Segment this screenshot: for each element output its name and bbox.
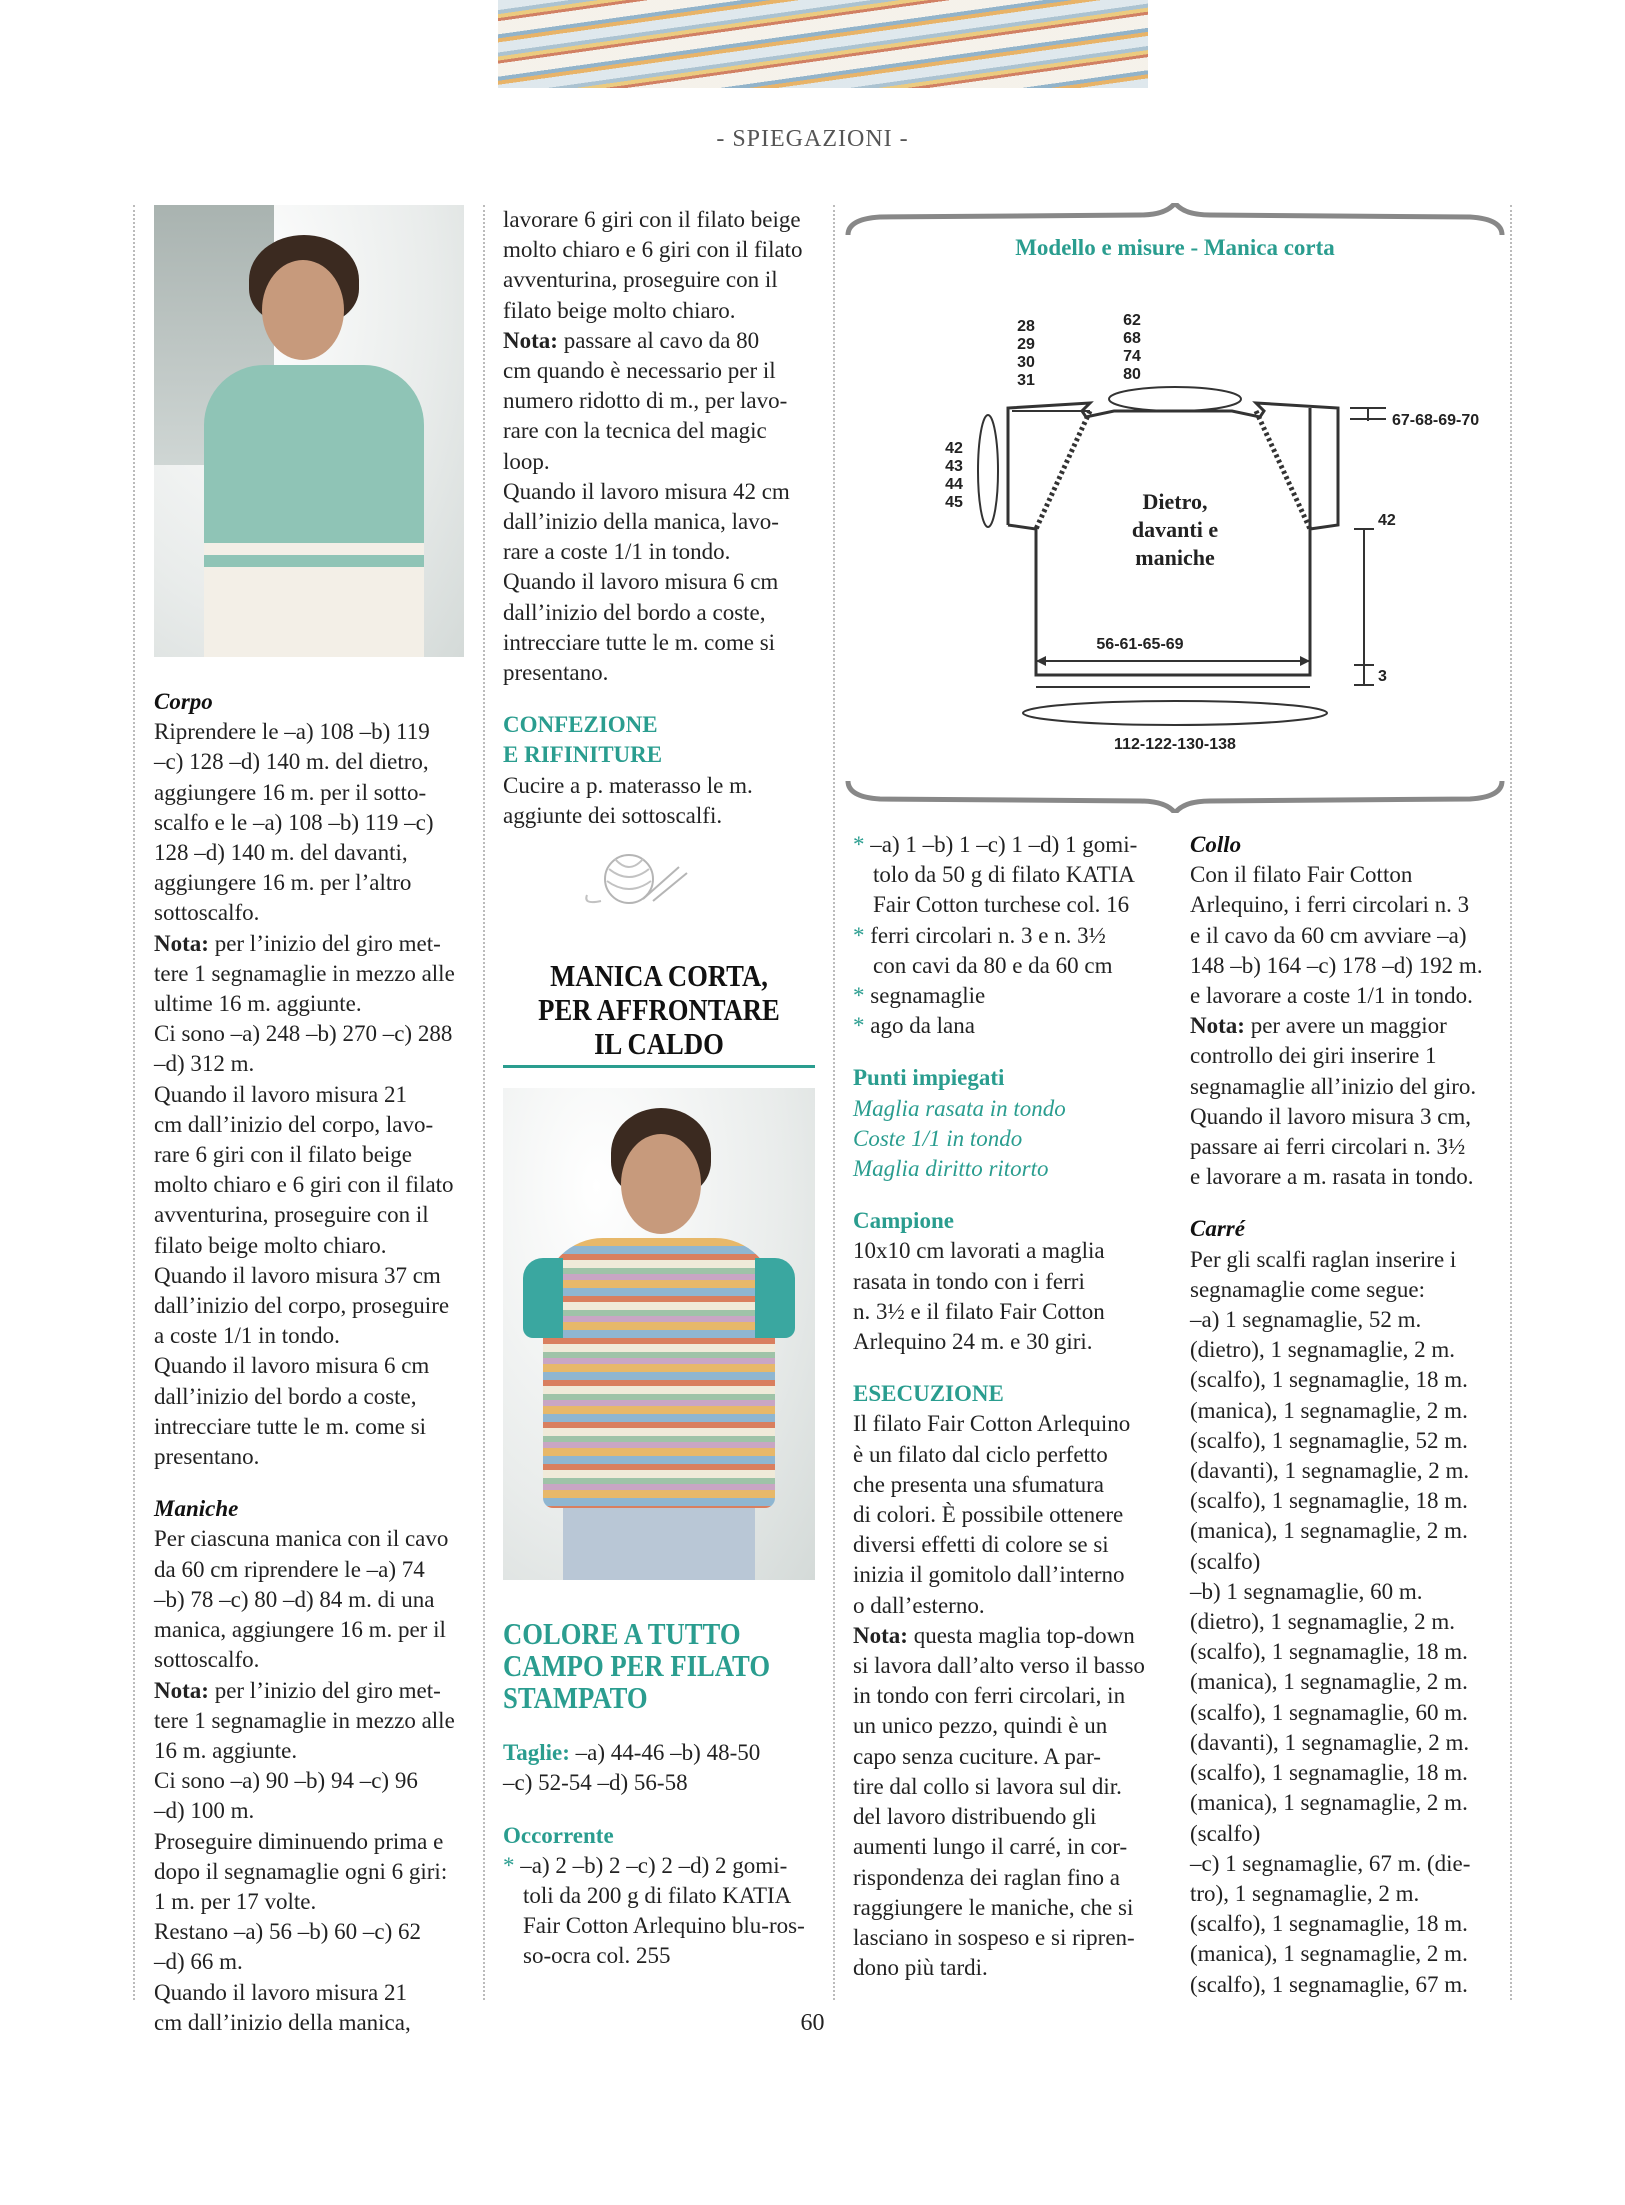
column-divider	[1510, 205, 1512, 2000]
collo-title: Collo	[1190, 832, 1242, 857]
carre-title: Carré	[1190, 1216, 1245, 1242]
svg-text:davanti e: davanti e	[1131, 517, 1219, 542]
stitch-name: Maglia diritto ritorto	[853, 1156, 1049, 1182]
svg-text:80: 80	[1123, 366, 1141, 383]
section-header: - SPIEGAZIONI -	[716, 126, 909, 152]
svg-text:30: 30	[1017, 354, 1035, 371]
stitch-name: Coste 1/1 in tondo	[853, 1125, 1023, 1151]
photo-model-short-sleeve	[503, 1088, 815, 1580]
svg-text:3: 3	[1378, 668, 1387, 685]
maniche-text: Per ciascuna manica con il cavo da 60 cm riprendere le –a) 74 –b) 78 –c) 80 –d) 84 m. di una manica, aggiungere 16 m. per il sottoscalfo. Nota: per l’inizio del giro met- tere 1 segnamaglie in mezzo alle 16 m. aggiunte. Ci sono –a) 90 –b) 94 –c) 96 –d) 100 m. Proseguire diminuendo prima e dopo il segnamaglie ogni 6 giri: 1 m. per 17 volte. Restano –a) 56 –b) 60 –c) 62 –d) 66 m. Quando il lavoro misura 21 cm dall’inizio della manica,	[154, 1526, 455, 2035]
svg-text:42: 42	[1378, 512, 1396, 529]
svg-text:43: 43	[945, 458, 963, 475]
svg-text:Dietro,: Dietro,	[1142, 489, 1208, 514]
taglie-line: –c) 52-54 –d) 56-58	[503, 1770, 688, 1796]
svg-text:68: 68	[1123, 330, 1141, 347]
column-divider	[833, 205, 835, 2000]
stitch-name: Maglia rasata in tondo	[853, 1095, 1066, 1121]
punti-title: Punti impiegati	[853, 1065, 1005, 1091]
sizing-diagram	[840, 203, 1510, 813]
taglie-line: Taglie: –a) 44-46 –b) 48-50	[503, 1740, 761, 1766]
confezione-title: CONFEZIONE	[503, 712, 658, 738]
svg-text:67-68-69-70: 67-68-69-70	[1392, 412, 1480, 429]
confezione-line: aggiunte dei sottoscalfi.	[503, 802, 723, 828]
materials-list: * –a) 1 –b) 1 –c) 1 –d) 1 gomi- tolo da 50 g di filato KATIA Fair Cotton turchese col. 16 * ferri circolari n. 3 e n. 3½ con cavi da 80 e da 60 cm * segnamaglie * ago da lana	[853, 832, 1138, 1039]
corpo-title: Corpo	[154, 689, 213, 714]
photo-model-long-sleeve	[154, 205, 464, 657]
svg-text:56-61-65-69: 56-61-65-69	[1096, 636, 1184, 653]
svg-text:29: 29	[1017, 336, 1035, 353]
svg-text:31: 31	[1017, 372, 1035, 389]
column-2	[503, 205, 815, 1972]
svg-text:28: 28	[1017, 318, 1035, 335]
esecuzione-title: ESECUZIONE	[853, 1381, 1004, 1407]
svg-text:74: 74	[1123, 348, 1141, 365]
column-1	[154, 205, 464, 2038]
rifiniture-title: E RIFINITURE	[503, 742, 663, 768]
corpo-text: Riprendere le –a) 108 –b) 119 –c) 128 –d) 140 m. del dietro, aggiungere 16 m. per il sotto- scalfo e le –a) 108 –b) 119 –c) 128 –d) 140 m. del davanti, aggiungere 16 m. per l’altro sottoscalfo. Nota: per l’inizio del giro met- tere 1 segnamaglie in mezzo alle ultime 16 m. aggiunte. Ci sono –a) 248 –b) 270 –c) 288 –d) 312 m. Quando il lavoro misura 21 cm dall’inizio del corpo, lavo- rare 6 giri con il filato beige molto chiaro e 6 giri con il filato avventurina, proseguire con il filato beige molto chiaro. Quando il lavoro misura 37 cm dall’inizio del corpo, proseguire a coste 1/1 in tondo. Quando il lavoro misura 6 cm dall’inizio del bordo a coste, intrecciare tutte le m. come si presentano.	[154, 719, 455, 1470]
occorrente-title: Occorrente	[503, 1822, 614, 1848]
occorrente-item: * –a) 2 –b) 2 –c) 2 –d) 2 gomi- toli da 200 g di filato KATIA Fair Cotton Arlequino blu-ros- so-ocra col. 255	[503, 1852, 805, 1969]
colore-title: COLORE A TUTTO CAMPO PER FILATO STAMPATO	[503, 1616, 771, 1716]
section-title-manica-corta: MANICA CORTA, PER AFFRONTARE IL CALDO	[538, 958, 780, 1062]
yarn-ball-icon	[503, 845, 815, 915]
svg-text:44: 44	[945, 476, 963, 493]
svg-text:62: 62	[1123, 312, 1141, 329]
col2-top-text: lavorare 6 giri con il filato beige molto chiaro e 6 giri con il filato avventurina, proseguire con il filato beige molto chiaro. Nota: passare al cavo da 80 cm quando è necessario per il numero ridotto di m., per lavo- rare con la tecnica del magic loop. Quando il lavoro misura 42 cm dall’inizio della manica, lavo- rare a coste 1/1 in tondo. Quando il lavoro misura 6 cm dall’inizio del bordo a coste, intrecciare tutte le m. come si presentano.	[503, 207, 803, 686]
confezione-line: Cucire a p. materasso le m.	[503, 772, 753, 798]
diagram-title: Modello e misure - Manica corta	[1015, 235, 1335, 260]
campione-title: Campione	[853, 1208, 954, 1234]
page-number: 60	[800, 2010, 825, 2036]
column-divider	[483, 205, 485, 2000]
svg-text:45: 45	[945, 494, 963, 511]
svg-text:42: 42	[945, 440, 963, 457]
column-3: * –a) 1 –b) 1 –c) 1 –d) 1 gomi- tolo da 50 g di filato KATIA Fair Cotton turchese col. 16 * ferri circolari n. 3 e n. 3½ con cavi da 80 e da 60 cm * segnamaglie * ago da lana Punti impiegati Maglia rasata in tondo Coste 1/1 in tondo Maglia diritto ritorto Campione 10x10 cm lavorati a maglia rasata in tondo con i ferri n. 3½ e il filato Fair Cotton Arlequino 24 m. e 30 giri. ESECUZIONE Il filato Fair Cotton Arlequino è un filato dal ciclo perfetto che presenta una sfumatura di colori. È possibile ottenere diversi effetti di colore se si inizia il gomitolo dall’interno o dall’esterno. Nota: questa maglia top-down si lavora dall’alto verso il basso in tondo con ferri circolari, in un unico pezzo, quindi è un capo senza cuciture. A par- tire dal collo si lavora sul dir. del lavoro distribuendo gli aumenti lungo il carré, in cor- rispondenza dei raglan fino a raggiungere le maniche, che si lasciano in sospeso e si ripren- dono più tardi.	[853, 830, 1159, 1983]
svg-text:112-122-130-138: 112-122-130-138	[1114, 736, 1236, 753]
maniche-title: Maniche	[154, 1496, 239, 1522]
column-4: Collo Con il filato Fair Cotton Arlequino, i ferri circolari n. 3 e il cavo da 60 cm avviare –a) 148 –b) 164 –c) 178 –d) 192 m. e lavorare a coste 1/1 in tondo. Nota: per avere un maggior controllo dei giri inserire 1 segnamaglie all’inizio del giro. Quando il lavoro misura 3 cm, passare ai ferri circolari n. 3½ e lavorare a m. rasata in tondo. Carré Per gli scalfi raglan inserire i segnamaglie come segue: –a) 1 segnamaglie, 52 m. (dietro), 1 segnamaglie, 2 m. (scalfo), 1 segnamaglie, 18 m. (manica), 1 segnamaglie, 2 m. (scalfo), 1 segnamaglie, 52 m. (davanti), 1 segnamaglie, 2 m. (scalfo), 1 segnamaglie, 18 m. (manica), 1 segnamaglie, 2 m. (scalfo) –b) 1 segnamaglie, 60 m. (dietro), 1 segnamaglie, 2 m. (scalfo), 1 segnamaglie, 18 m. (manica), 1 segnamaglie, 2 m. (scalfo), 1 segnamaglie, 60 m. (davanti), 1 segnamaglie, 2 m. (scalfo), 1 segnamaglie, 18 m. (manica), 1 segnamaglie, 2 m. (scalfo) –c) 1 segnamaglie, 67 m. (die- tro), 1 segnamaglie, 2 m. (scalfo), 1 segnamaglie, 18 m. (manica), 1 segnamaglie, 2 m. (scalfo), 1 segnamaglie, 67 m.	[1190, 830, 1506, 2000]
yarn-texture-banner	[498, 0, 1148, 88]
svg-text:maniche: maniche	[1135, 545, 1215, 570]
column-divider	[133, 205, 135, 2000]
